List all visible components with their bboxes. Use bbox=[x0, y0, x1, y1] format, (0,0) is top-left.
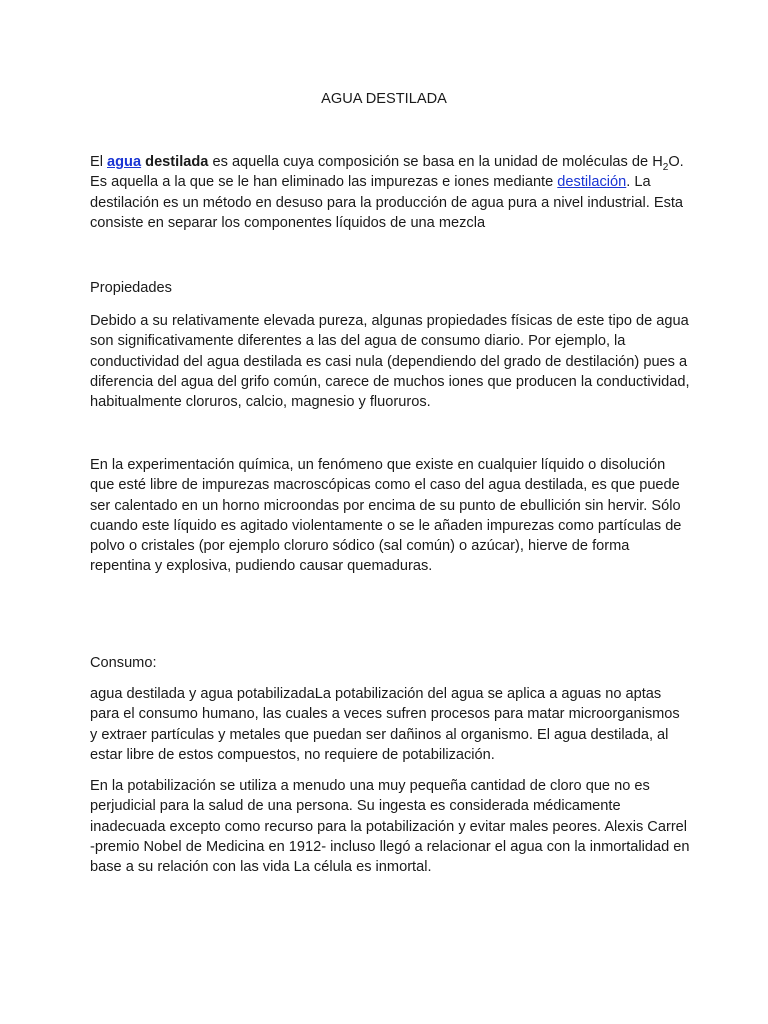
link-agua[interactable]: agua bbox=[107, 154, 142, 170]
heading-propiedades: Propiedades bbox=[90, 280, 172, 296]
link-destilacion[interactable]: destilación bbox=[557, 174, 627, 191]
paragraph-experimentacion: En la experimentación química, un fenómeno que existe en cualquier líquido o disolución que esté libre de impurezas macroscópicas como el caso del agua destilada, es que puede ser calentado en un horno microondas por encima de su punto de ebullición sin hervir. Sólo cuando este líquido es agitado violentamente o se le añaden impurezas como partículas de polvo o cristales (por ejemplo cloruro sódico (sal común) o azúcar), hierve de forma repentina y explosiva, pudiendo causar quemaduras. bbox=[90, 457, 682, 575]
paragraph-consumo: agua destilada y agua potabilizadaLa potabilización del agua se aplica a aguas no aptas para el consumo humano, las cuales a veces sufren procesos para matar microorganismos y extraer partículas y metales que puedan ser dañinos al organismo. El agua destilada, al estar libre de estos compuestos, no requiere de potabilización. bbox=[90, 686, 680, 763]
intro-prefix: El bbox=[90, 154, 108, 170]
intro-text-a: es aquella cuya composición se basa en la unidad de moléculas de bbox=[208, 154, 653, 170]
paragraph-potabilizacion: En la potabilización se utiliza a menudo una muy pequeña cantidad de cloro que no es perjudicial para la salud de una persona. Su ingesta es considerada médicamente inadecuada excepto como recurso para la potabilización y evitar males peores. Alexis Carrel -premio Nobel de Medicina en 1912- incluso llegó a relacionar el agua con la inmortalidad en base a su relación con las vida La célula es inmortal. bbox=[90, 778, 690, 876]
formula-o: O bbox=[668, 154, 680, 170]
intro-text-b: . Es aquella a la que se le han eliminado las impurezas e iones mediante bbox=[90, 154, 684, 191]
intro-text-c: . La destilación es un método en desuso para la producción de agua pura a nivel industrial. Esta consiste en separar los componentes líquidos de una mezcla bbox=[90, 174, 684, 231]
bold-destilada: destilada bbox=[145, 154, 209, 170]
intro-paragraph bbox=[90, 152, 690, 233]
formula-h: H bbox=[652, 154, 663, 170]
heading-consumo: Consumo: bbox=[90, 655, 157, 671]
paragraph-propiedades: Debido a su relativamente elevada pureza, algunas propiedades físicas de este tipo de agua son significativamente diferentes a las del agua de consumo diario. Por ejemplo, la conductividad del agua destilada es casi nula (dependiendo del grado de destilación) pues a diferencia del agua del grifo común, carece de muchos iones que producen la conductividad, habitualmente cloruros, calcio, magnesio y fluoruros. bbox=[90, 313, 690, 411]
formula-subscript: 2 bbox=[662, 161, 669, 173]
document-title: AGUA DESTILADA bbox=[321, 91, 447, 107]
